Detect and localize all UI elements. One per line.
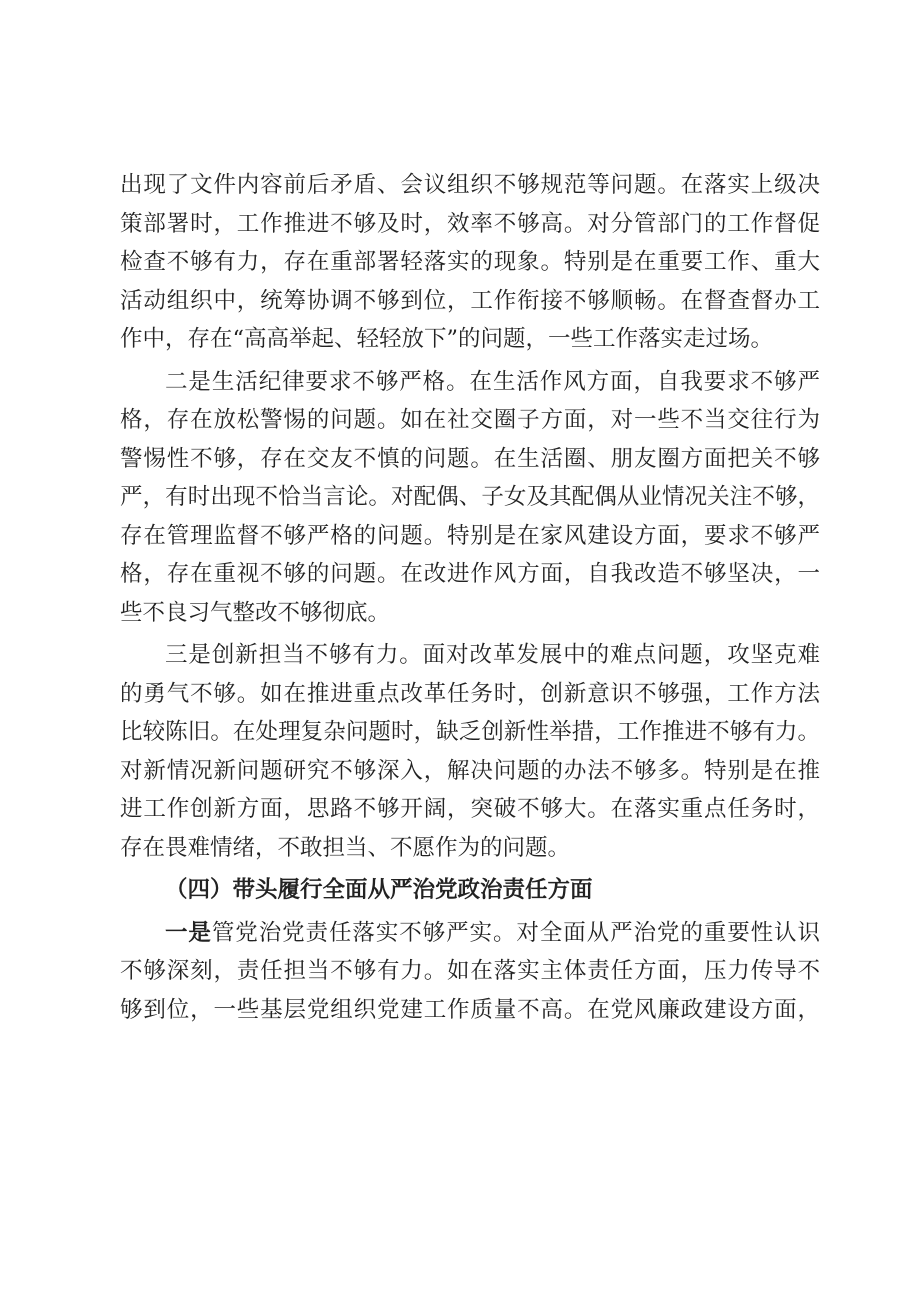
text-line: 够到位，一些基层党组织党建工作质量不高。在党风廉政建设方面， (120, 996, 820, 1023)
text-line: 存在管理监督不够严格的问题。特别是在家风建设方面，要求不够严 (120, 522, 820, 549)
text-line: 二是生活纪律要求不够严格。在生活作风方面，自我要求不够严 (165, 368, 820, 395)
text-line: 格，存在放松警惕的问题。如在社交圈子方面，对一些不当交往行为 (120, 407, 820, 433)
text-line: 格，存在重视不够的问题。在改进作风方面，自我改造不够坚决，一 (120, 561, 820, 587)
text-line: 警惕性不够，存在交友不慎的问题。在生活圈、朋友圈方面把关不够 (120, 445, 820, 472)
text-line: 作中，存在“高高举起、轻轻放下”的问题，一些工作落实走过场。 (120, 326, 774, 352)
text-line: 存在畏难情绪，不敢担当、不愿作为的问题。 (120, 834, 571, 861)
paragraph-living-discipline (120, 363, 820, 633)
text-line: 进工作创新方面，思路不够开阔，突破不够大。在落实重点任务时， (120, 796, 820, 822)
text-line: 对新情况新问题研究不够深入，解决问题的办法不够多。特别是在推 (120, 757, 820, 784)
document-body (120, 166, 820, 1029)
paragraph-innovation (120, 636, 820, 867)
text-line: 些不良习气整改不够彻底。 (120, 599, 391, 626)
text-line: 出现了文件内容前后矛盾、会议组织不够规范等问题。在落实上级决 (120, 172, 820, 198)
paragraph-continued (120, 166, 820, 359)
paragraph-text: 管党治党责任落实不够严实。对全面从严治党的重要性认识 (211, 919, 820, 946)
paragraph-lead: 一是 (165, 919, 212, 946)
text-line: 比较陈旧。在处理复杂问题时，缺乏创新性举措，工作推进不够有力。 (120, 719, 820, 745)
text-line: 严，有时出现不恰当言论。对配偶、子女及其配偶从业情况关注不够， (120, 484, 820, 510)
section-heading: （四）带头履行全面从严治党政治责任方面 (165, 877, 593, 903)
text-line: 活动组织中，统筹协调不够到位，工作衔接不够顺畅。在督查督办工 (120, 287, 820, 314)
text-line: 三是创新担当不够有力。面对改革发展中的难点问题，攻坚克难 (165, 642, 820, 668)
text-line (120, 914, 820, 953)
paragraph-party-governance (120, 914, 820, 1030)
text-line: 的勇气不够。如在推进重点改革任务时，创新意识不够强，工作方法 (120, 680, 820, 707)
text-line: 不够深刻，责任担当不够有力。如在落实主体责任方面，压力传导不 (120, 958, 820, 984)
text-line: 策部署时，工作推进不够及时，效率不够高。对分管部门的工作督促 (120, 210, 820, 237)
text-line: 检查不够有力，存在重部署轻落实的现象。特别是在重要工作、重大 (120, 249, 820, 275)
